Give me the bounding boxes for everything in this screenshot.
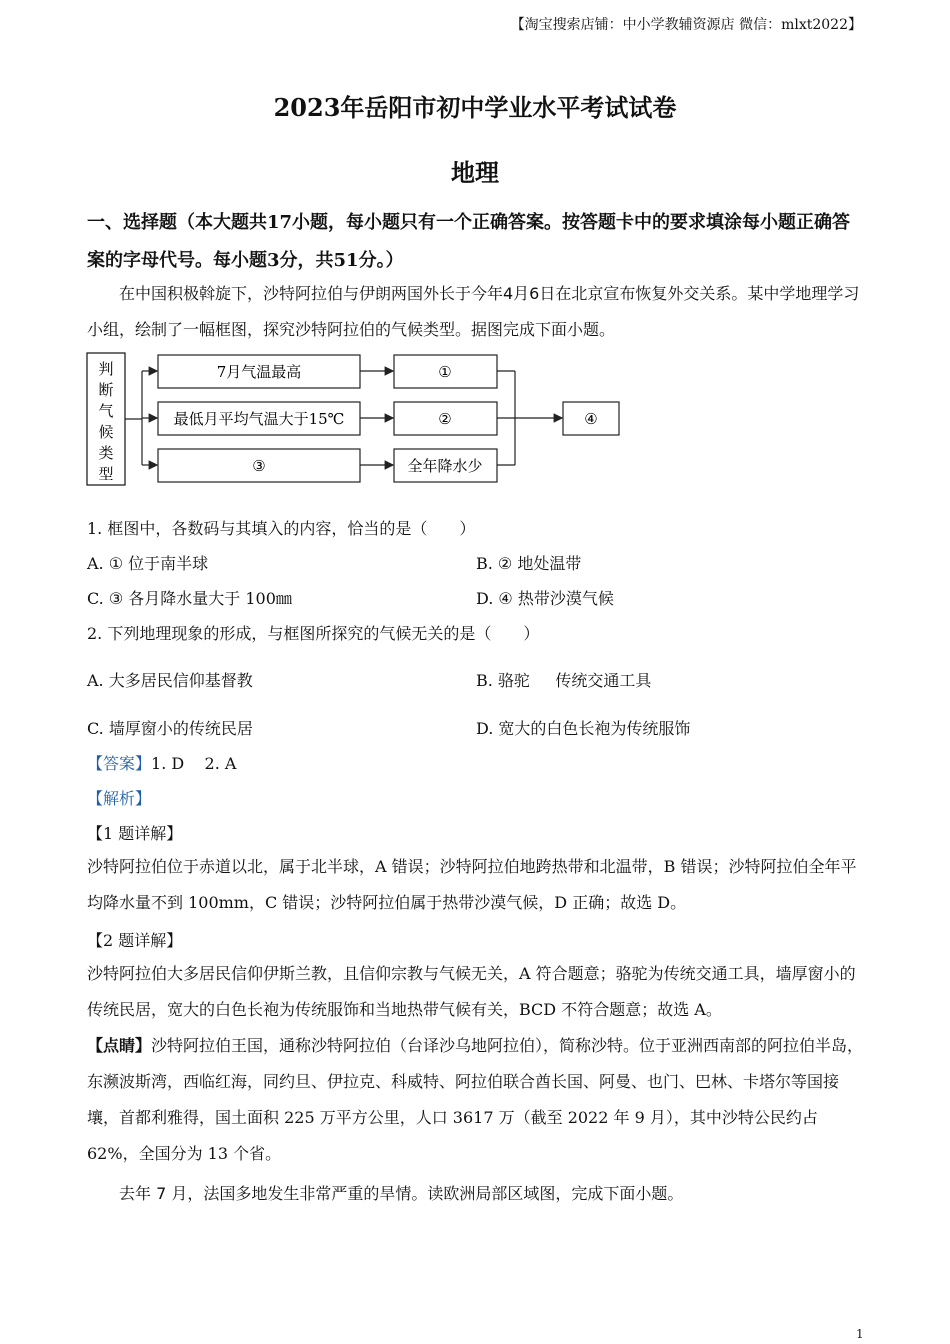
question-2-option-a: A. 大多居民信仰基督教 [87,671,253,690]
answer-line [87,751,236,774]
question-2-stem: 2. 下列地理现象的形成，与框图所探究的气候无关的是（ ） [87,624,540,643]
answer-text: 1. D 2. A [151,754,237,773]
left-label-char: 判 [98,360,114,378]
detail-1-text: 沙特阿拉伯位于赤道以北，属于北半球，A 错误；沙特阿拉伯地跨热带和北温带，B 错误；沙特阿拉伯全年平均降水量不到 100mm，C 错误；沙特阿拉伯属于热带沙漠气候，D 正确；故选 D。 [87,857,857,912]
left-label-char: 型 [98,465,114,483]
document-title: 2023年岳阳市初中学业水平考试试卷 [273,93,677,122]
answer-label: 【答案】 [87,754,152,773]
left-label-char: 候 [98,423,114,441]
question-1-option-c: C. ③ 各月降水量大于 100㎜ [87,589,292,608]
question-2-option-c: C. 墙厚窗小的传统民居 [87,719,253,738]
condition-july-temp-text: 7月气温最高 [216,363,302,381]
analysis-label: 【解析】 [87,789,152,808]
question-1-stem: 1. 框图中，各数码与其填入的内容，恰当的是（ ） [87,519,476,538]
condition-3-text: ③ [252,457,266,475]
section-heading: 一、选择题（本大题共17小题，每小题只有一个正确答案。按答题卡中的要求填涂每小题正确答案的字母代号。每小题3分，共51分。） [87,212,851,271]
result-1-text: ① [438,363,452,381]
condition-min-temp-text: 最低月平均气温大于15℃ [173,410,345,428]
question-1-option-a: A. ① 位于南半球 [87,554,209,573]
detail-1-label: 【1 题详解】 [87,824,183,843]
detail-2-text: 沙特阿拉伯大多居民信仰伊斯兰教，且信仰宗教与气候无关，A 符合题意；骆驼为传统交通工具，墙厚窗小的传统民居，宽大的白色长袍为传统服饰和当地热带气候有关，BCD 不符合题意；故选 A。 [87,964,856,1019]
question-1-option-d: D. ④ 热带沙漠气候 [476,589,614,608]
header-note: 【淘宝搜索店铺：中小学教辅资源店 微信：mlxt2022】 [510,17,862,33]
result-low-rain-text: 全年降水少 [407,457,483,475]
page-number: 1 [856,1327,864,1341]
left-label-char: 类 [98,444,114,462]
question-2-option-b: B. 骆驼 传统交通工具 [476,671,652,690]
result-2-text: ② [438,410,452,428]
intro-paragraph-2: 去年 7 月，法国多地发生非常严重的旱情。读欧洲局部区域图，完成下面小题。 [119,1184,684,1203]
intro-paragraph-1: 在中国积极斡旋下，沙特阿拉伯与伊朗两国外长于今年4月6日在北京宣布恢复外交关系。某中学地理学习小组，绘制了一幅框图，探究沙特阿拉伯的气候类型。据图完成下面小题。 [87,284,860,339]
tip-label: 【点睛】 [87,1036,152,1055]
question-2-option-d: D. 宽大的白色长袍为传统服饰 [476,719,691,738]
subject-title: 地理 [451,158,499,187]
left-label-char: 气 [98,402,114,420]
tip-paragraph [87,1028,867,1172]
detail-2-label: 【2 题详解】 [87,931,183,950]
tip-text: 沙特阿拉伯王国，通称沙特阿拉伯（台译沙乌地阿拉伯），简称沙特。位于亚洲西南部的阿拉伯半岛，东濒波斯湾，西临红海，同约旦、伊拉克、科威特、阿拉伯联合酋长国、阿曼、也门、巴林、卡塔尔等国接壤，首都利雅得，国土面积 225 万平方公里，人口 3617 万（截至 2022 年 9 月），其中沙特公民约占 62%，全国分为 13 个省。 [87,1036,864,1163]
final-text: ④ [584,410,598,428]
question-1-option-b: B. ② 地处温带 [476,554,582,573]
climate-flow-diagram [80,350,640,490]
left-label-char: 断 [98,381,114,399]
